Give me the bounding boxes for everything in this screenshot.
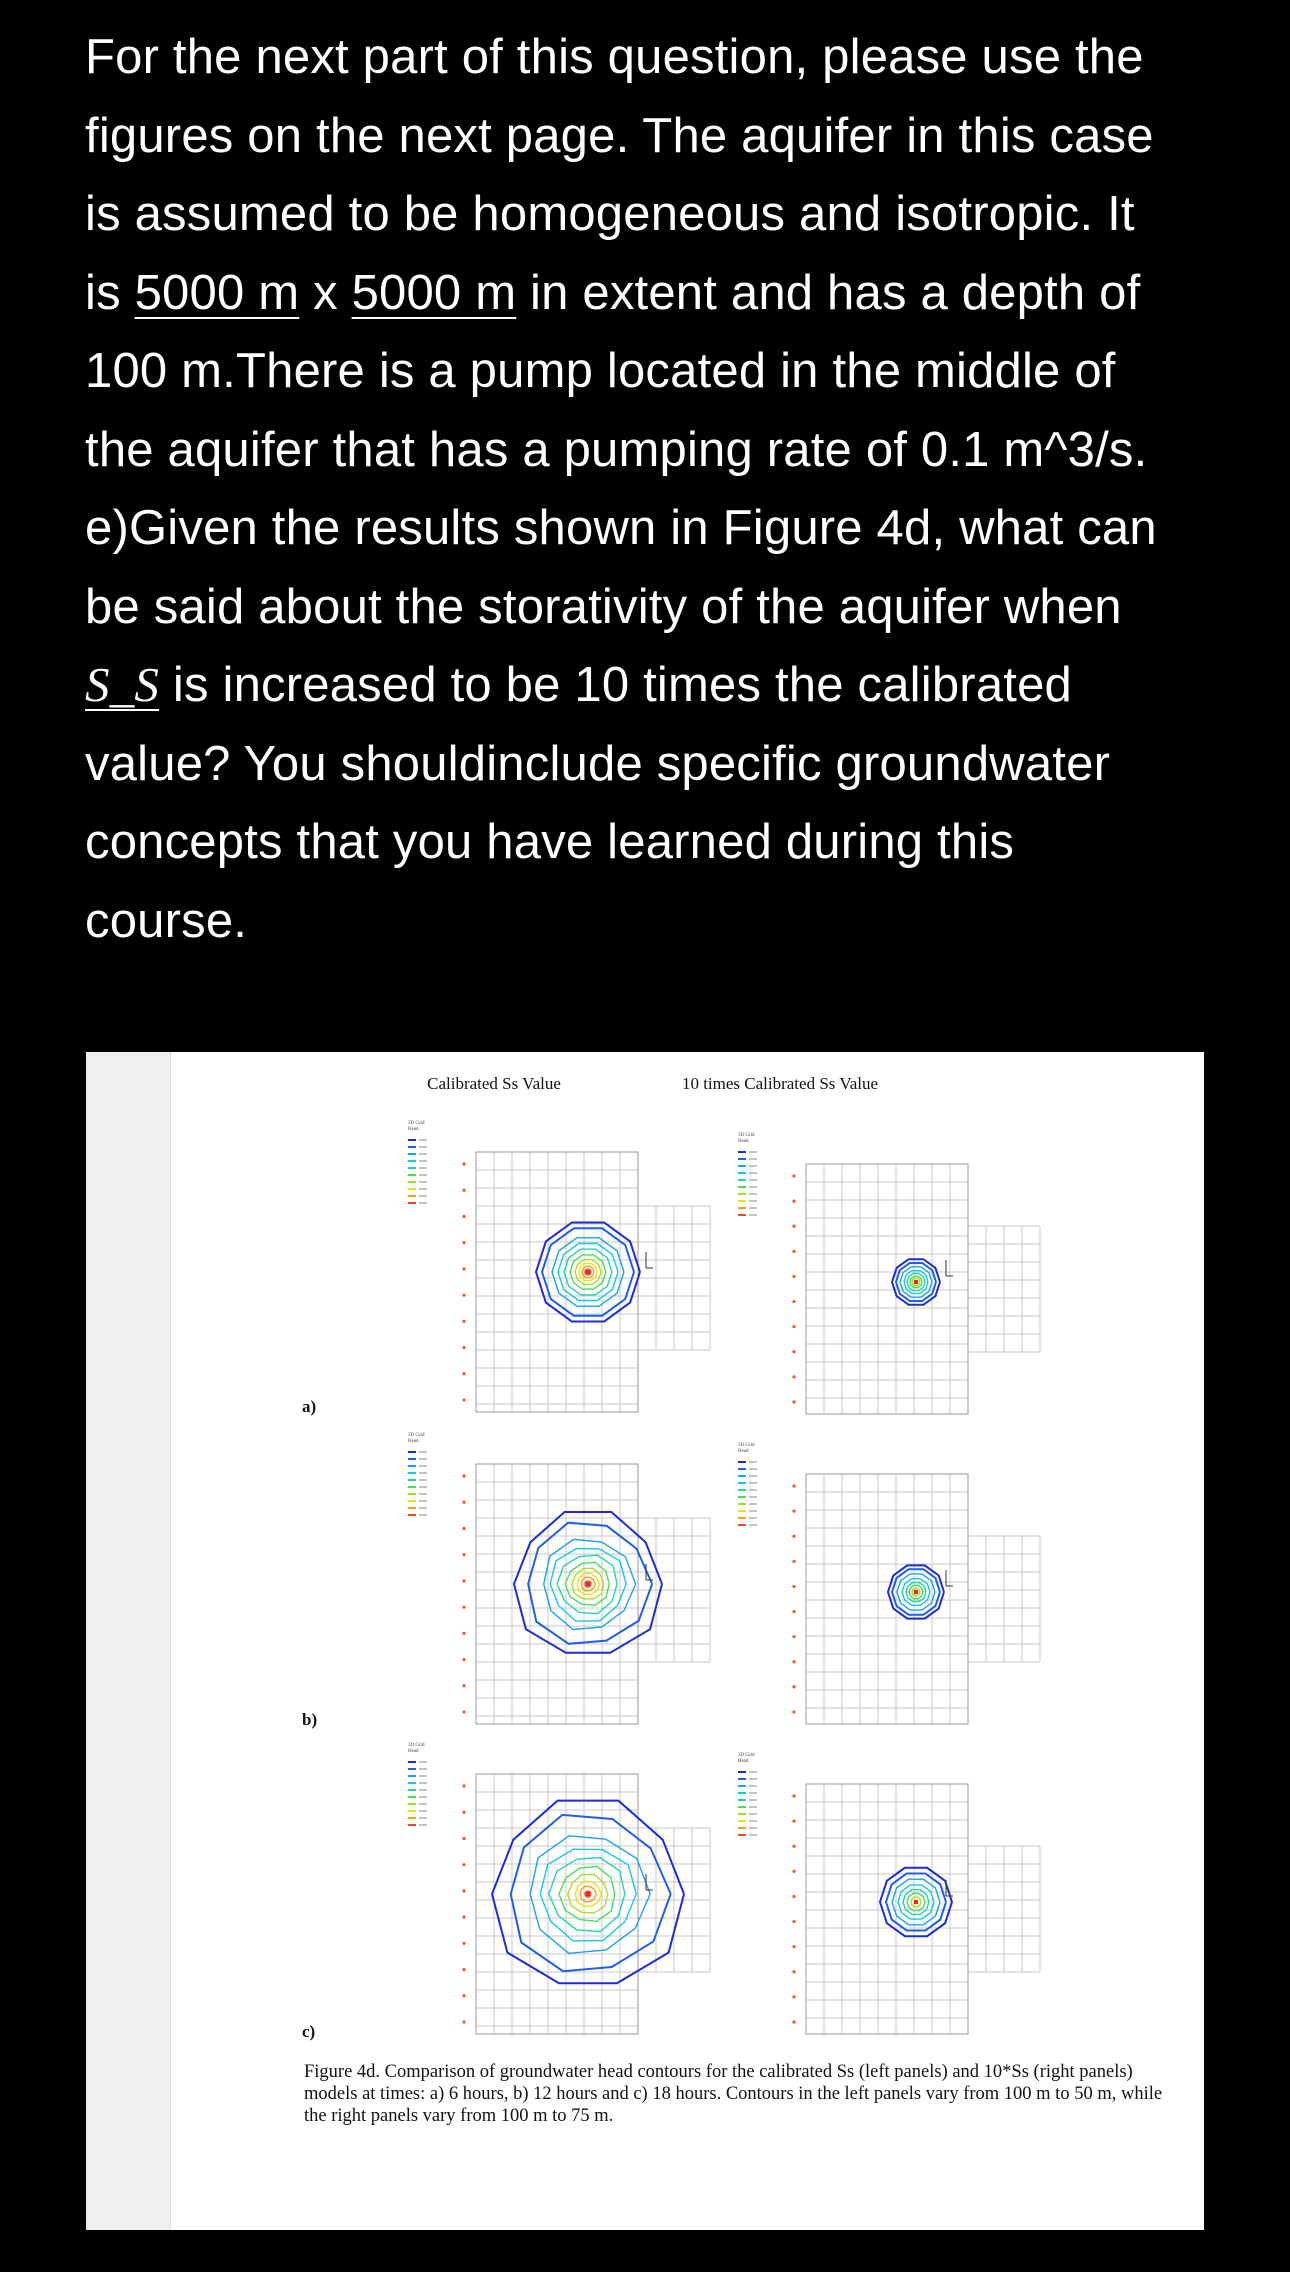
question-line: For the next part of this question, please use the	[85, 30, 1144, 84]
row-label-a: a)	[302, 1397, 317, 1416]
boundary-cell-marker	[792, 1895, 795, 1898]
boundary-cell-marker	[792, 1870, 795, 1873]
question-line: course.	[85, 893, 248, 948]
question-line	[85, 646, 1235, 725]
boundary-cell-marker	[462, 2020, 465, 2023]
boundary-cell-marker	[792, 1250, 795, 1253]
figure-4d-image	[86, 1052, 1204, 2230]
legend-header: 3D Grid	[738, 1443, 755, 1448]
legend-header: Head	[738, 1759, 749, 1764]
boundary-cell-marker	[792, 1635, 795, 1638]
boundary-cell-marker	[462, 1889, 465, 1892]
underlined-extent-2: 5000 m	[351, 265, 517, 320]
boundary-cell-marker	[792, 1995, 795, 1998]
legend-header: Head	[738, 1449, 749, 1454]
boundary-cell-marker	[462, 1474, 465, 1477]
figure-panels	[86, 1052, 1204, 2052]
boundary-cell-marker	[462, 1162, 465, 1165]
boundary-cell-marker	[792, 1325, 795, 1328]
model-panel	[408, 1743, 710, 2034]
boundary-cell-marker	[792, 1350, 795, 1353]
boundary-cell-marker	[462, 1784, 465, 1787]
boundary-cell-marker	[792, 1375, 795, 1378]
question-line: e)Given the results shown in Figure 4d, what can	[85, 501, 1157, 555]
grid-boundary	[476, 1152, 638, 1412]
underlined-extent-1: 5000 m	[134, 265, 300, 320]
legend-header: Head	[408, 1127, 419, 1132]
legend-header: 3D Grid	[408, 1743, 425, 1748]
boundary-cell-marker	[792, 1484, 795, 1487]
boundary-cell-marker	[462, 1710, 465, 1713]
boundary-cell-marker	[792, 1610, 795, 1613]
grid-boundary	[476, 1774, 638, 2034]
boundary-cell-marker	[462, 1942, 465, 1945]
boundary-cell-marker	[462, 1579, 465, 1582]
boundary-cell-marker	[792, 1820, 795, 1823]
boundary-cell-marker	[792, 1225, 795, 1228]
specific-storage-symbol: S_S	[85, 657, 160, 712]
boundary-cell-marker	[792, 1710, 795, 1713]
boundary-cell-marker	[462, 1189, 465, 1192]
model-panel	[738, 1753, 1040, 2034]
question-text	[85, 18, 1235, 960]
boundary-cell-marker	[792, 1585, 795, 1588]
boundary-cell-marker	[792, 1174, 795, 1177]
legend-header: 3D Grid	[408, 1121, 425, 1126]
question-line	[85, 254, 1235, 333]
boundary-cell-marker	[462, 1241, 465, 1244]
boundary-cell-marker	[792, 1200, 795, 1203]
grid-boundary	[806, 1164, 968, 1414]
boundary-cell-marker	[792, 1845, 795, 1848]
boundary-cell-marker	[462, 1527, 465, 1530]
question-line: is assumed to be homogeneous and isotropic. It	[85, 187, 1135, 241]
boundary-cell-marker	[462, 1215, 465, 1218]
boundary-cell-marker	[462, 1658, 465, 1661]
model-panel	[738, 1133, 1040, 1414]
boundary-cell-marker	[792, 1400, 795, 1403]
boundary-cell-marker	[462, 1994, 465, 1997]
question-line: figures on the next page. The aquifer in this case	[85, 108, 1154, 163]
model-panel	[738, 1443, 1040, 1724]
boundary-cell-marker	[462, 1632, 465, 1635]
legend-header: Head	[408, 1439, 419, 1444]
question-line: the aquifer that has a pumping rate of 0.1 m^3/s.	[85, 422, 1148, 477]
pump-well-marker	[914, 1280, 918, 1284]
boundary-cell-marker	[462, 1553, 465, 1556]
boundary-cell-marker	[462, 1837, 465, 1840]
boundary-cell-marker	[462, 1684, 465, 1687]
boundary-cell-marker	[462, 1501, 465, 1504]
boundary-cell-marker	[462, 1398, 465, 1401]
legend-header: 3D Grid	[738, 1133, 755, 1138]
boundary-cell-marker	[462, 1863, 465, 1866]
question-fragment: is increased to be 10 times the calibrated	[159, 658, 1072, 712]
boundary-cell-marker	[462, 1916, 465, 1919]
boundary-cell-marker	[792, 1660, 795, 1663]
boundary-cell-marker	[462, 1968, 465, 1971]
model-panel	[408, 1121, 710, 1412]
boundary-cell-marker	[792, 1560, 795, 1563]
question-fragment: is	[85, 265, 135, 320]
pump-well-marker	[586, 1892, 590, 1896]
boundary-cell-marker	[462, 1372, 465, 1375]
boundary-cell-marker	[792, 1685, 795, 1688]
legend-header: Head	[738, 1139, 749, 1144]
boundary-cell-marker	[792, 1920, 795, 1923]
grid-boundary	[806, 1474, 968, 1724]
boundary-cell-marker	[462, 1811, 465, 1814]
left-column-title: Calibrated Ss Value	[427, 1074, 561, 1093]
boundary-cell-marker	[792, 2020, 795, 2023]
boundary-cell-marker	[462, 1346, 465, 1349]
question-line: value? You shouldinclude specific groundwater	[85, 736, 1111, 791]
pump-well-marker	[914, 1900, 918, 1904]
figure-caption: Figure 4d. Comparison of groundwater head contours for the calibrated Ss (left panels) and 10*Ss (right panels) models at times: a) 6 hours, b) 12 hours and c) 18 hours. Contours in the left panels vary from 100 m to 50 m, while the right panels vary from 100 m to 75 m.	[304, 2062, 1163, 2126]
pump-well-marker	[586, 1582, 590, 1586]
boundary-cell-marker	[462, 1294, 465, 1297]
boundary-cell-marker	[792, 1535, 795, 1538]
row-label-b: b)	[302, 1710, 318, 1729]
boundary-cell-marker	[792, 1945, 795, 1948]
boundary-cell-marker	[792, 1794, 795, 1797]
boundary-cell-marker	[462, 1320, 465, 1323]
question-line: concepts that you have learned during this	[85, 815, 1015, 869]
boundary-cell-marker	[462, 1267, 465, 1270]
pump-well-marker	[586, 1270, 590, 1274]
row-label-c: c)	[302, 2022, 316, 2041]
legend-header: 3D Grid	[408, 1433, 425, 1438]
question-line: 100 m.There is a pump located in the middle of	[85, 344, 1116, 398]
boundary-cell-marker	[792, 1970, 795, 1973]
question-line: be said about the storativity of the aquifer when	[85, 579, 1122, 634]
boundary-cell-marker	[792, 1275, 795, 1278]
right-column-title: 10 times Calibrated Ss Value	[681, 1074, 879, 1093]
question-fragment: in extent and has a depth of	[516, 265, 1141, 320]
boundary-cell-marker	[792, 1510, 795, 1513]
boundary-cell-marker	[462, 1606, 465, 1609]
legend-header: 3D Grid	[738, 1753, 755, 1758]
boundary-cell-marker	[792, 1300, 795, 1303]
pump-well-marker	[914, 1590, 918, 1594]
legend-header: Head	[408, 1749, 419, 1754]
question-fragment: x	[299, 265, 352, 320]
model-panel	[408, 1433, 710, 1724]
